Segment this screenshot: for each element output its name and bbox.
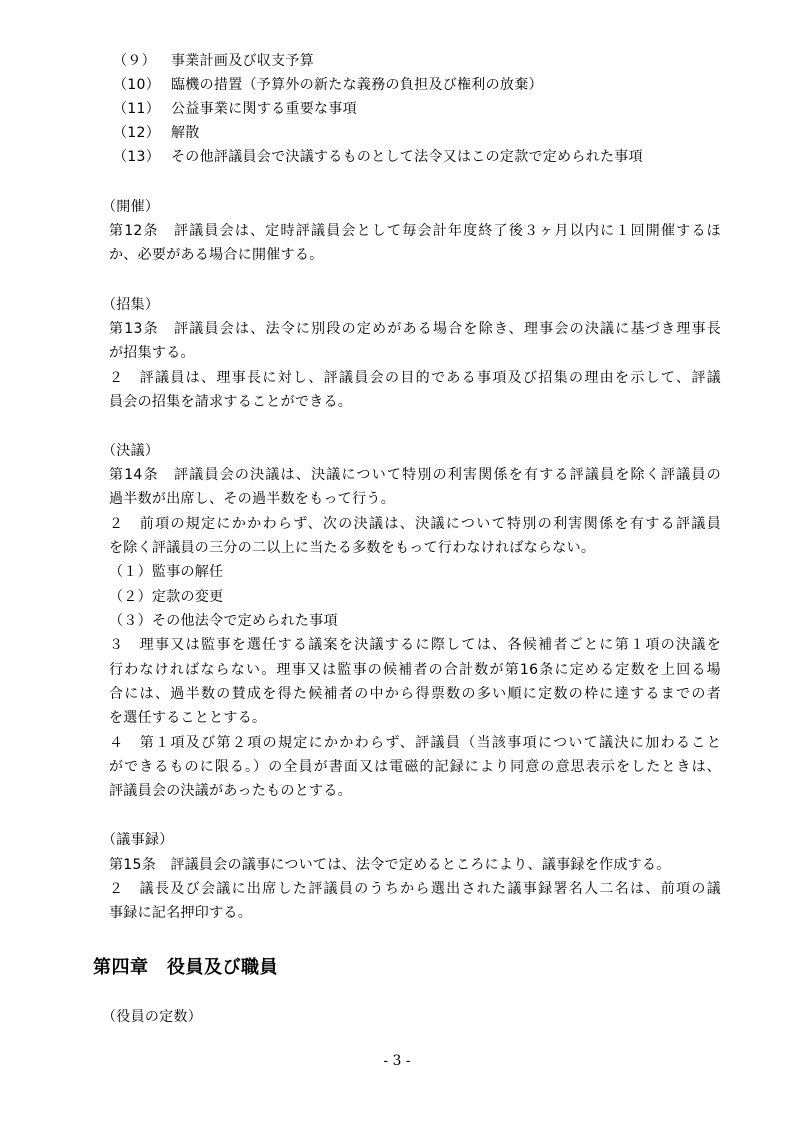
- article-14-line: 第14条 評議員会の決議は、決議について特別の利害関係を有する評議員を除く評議員の: [109, 467, 721, 483]
- chapter-title: 第四章 役員及び職員: [93, 957, 278, 978]
- list-item-number: （９）: [113, 53, 156, 69]
- list-item: [113, 125, 200, 141]
- article-13-line: ２ 評議員は、理事長に対し、評議員会の目的である事項及び招集の理由を示して、評議: [109, 370, 721, 386]
- article-14-line: 評議員会の決議があったものとする。: [109, 783, 352, 799]
- article-12-line: か、必要がある場合に開催する。: [109, 247, 324, 263]
- section-heading: （役員の定数）: [102, 1009, 203, 1025]
- article-14-line: 行わなければならない。理事又は監事の候補者の合計数が第16条に定める定数を上回る場: [109, 662, 721, 678]
- article-13-heading: （招集）: [102, 297, 160, 313]
- article-15-line: 事録に記名押印する。: [109, 905, 252, 921]
- article-14-item: （１）監事の解任: [109, 564, 224, 580]
- list-item: [113, 101, 357, 117]
- article-13-line: 員会の招集を請求することができる。: [109, 394, 353, 410]
- article-14-item: （３）その他法令で定められた事項: [109, 613, 338, 629]
- list-item: [113, 77, 543, 93]
- list-item-text: 事業計画及び収支予算: [171, 53, 314, 69]
- article-14-line: 合には、過半数の賛成を得た候補者の中から得票数の多い順に定数の枠に達するまでの者: [109, 686, 721, 702]
- list-item-text: 解散: [171, 125, 200, 141]
- list-item-number: （12）: [113, 125, 161, 141]
- article-13-line: が招集する。: [109, 345, 195, 361]
- article-14-line: ４ 第１項及び第２項の規定にかかわらず、評議員（当該事項について議決に加わること: [109, 735, 721, 751]
- article-13-line: 第13条 評議員会は、法令に別段の定めがある場合を除き、理事会の決議に基づき理事長: [109, 321, 721, 337]
- list-item: [113, 53, 314, 69]
- list-item-text: 臨機の措置（予算外の新たな義務の負担及び権利の放棄）: [171, 77, 543, 93]
- article-15-heading: （議事録）: [102, 832, 174, 848]
- list-item-number: （10）: [113, 77, 161, 93]
- list-item-text: その他評議員会で決議するものとして法令又はこの定款で定められた事項: [171, 149, 643, 165]
- list-item-number: （11）: [113, 101, 161, 117]
- article-14-heading: （決議）: [102, 443, 160, 459]
- article-14-line: を選任することとする。: [109, 710, 267, 726]
- list-item: [113, 149, 643, 165]
- article-14-item: （２）定款の変更: [109, 589, 224, 605]
- list-item-number: （13）: [113, 149, 161, 165]
- list-item-text: 公益事業に関する重要な事項: [171, 101, 357, 117]
- article-12-heading: （開催）: [102, 199, 160, 215]
- article-14-line: を除く評議員の三分の二以上に当たる多数をもって行わなければならない。: [109, 540, 596, 556]
- article-15-line: ２ 議長及び会議に出席した評議員のうちから選出された議事録署名人二名は、前項の議: [109, 881, 721, 897]
- article-15-line: 第15条 評議員会の議事については、法令で定めるところにより、議事録を作成する。: [109, 857, 671, 873]
- article-14-line: 過半数が出席し、その過半数をもって行う。: [109, 491, 395, 507]
- article-14-line: ３ 理事又は監事を選任する議案を決議するに際しては、各候補者ごとに第１項の決議を: [109, 637, 721, 653]
- article-12-line: 第12条 評議員会は、定時評議員会として毎会計年度終了後３ヶ月以内に１回開催するほ: [109, 223, 721, 239]
- page-number: - 3 -: [383, 1053, 411, 1069]
- article-14-line: ができるものに限る。）の全員が書面又は電磁的記録により同意の意思表示をしたときは、: [109, 759, 721, 775]
- article-14-line: ２ 前項の規定にかかわらず、次の決議は、決議について特別の利害関係を有する評議員: [109, 516, 721, 532]
